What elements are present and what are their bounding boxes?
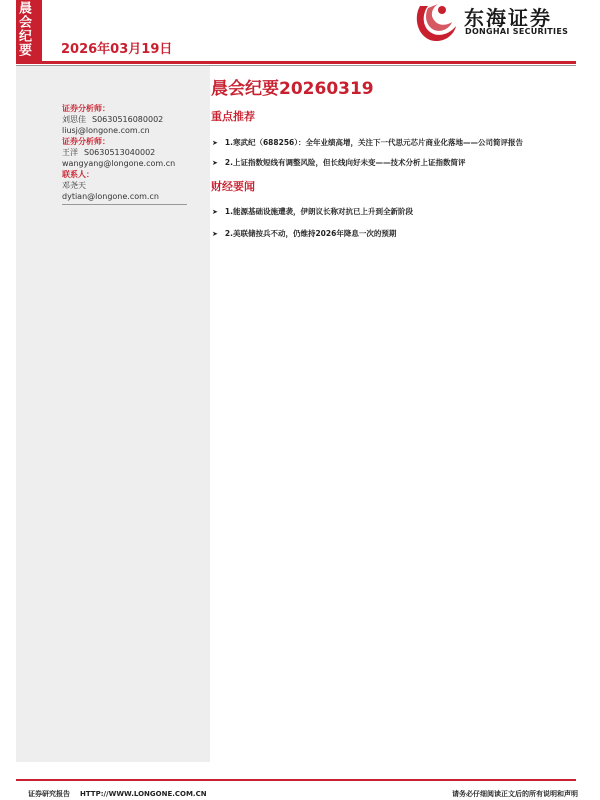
arrow-bullet-icon: ➤	[212, 158, 218, 167]
side-tab-label: 晨会纪要	[16, 0, 42, 64]
report-date: 2026年03月19日	[61, 42, 173, 57]
footer-divider	[16, 779, 576, 781]
analyst-role: 证券分析师：	[62, 104, 110, 113]
analyst-name-code	[62, 114, 202, 125]
contact-role: 联系人：	[62, 170, 94, 179]
logo-chinese-name: 东海证券	[464, 6, 552, 30]
contact-entry	[62, 169, 202, 202]
analyst-divider	[62, 204, 187, 205]
analyst-email[interactable]: wangyang@longone.com.cn	[62, 159, 176, 168]
company-logo	[412, 0, 588, 44]
footer-disclaimer: 请务必仔细阅读正文后的所有说明和声明	[452, 790, 578, 798]
wave-logo-icon	[412, 0, 458, 44]
analyst-entry	[62, 103, 202, 136]
analyst-name: 王洋	[62, 148, 78, 157]
analyst-email[interactable]: liusj@longone.com.cn	[62, 126, 150, 135]
header-divider	[16, 61, 576, 64]
list-item-text: 2.美联储按兵不动，仍维持2026年降息一次的预期	[224, 229, 397, 238]
section-title-financial-news: 财经要闻	[211, 180, 255, 193]
logo-english-name: DONGHAI SECURITIES	[465, 27, 569, 36]
analyst-name: 刘思佳	[62, 115, 86, 124]
page-title: 晨会纪要20260319	[211, 79, 374, 99]
list-item[interactable]	[212, 228, 584, 239]
analyst-code: S0630516080002	[92, 115, 164, 124]
list-item[interactable]	[212, 157, 584, 168]
contact-email[interactable]: dytian@longone.com.cn	[62, 192, 159, 201]
footer-left	[28, 789, 207, 799]
arrow-bullet-icon: ➤	[212, 138, 218, 147]
analyst-list	[62, 103, 202, 205]
list-item-text: 1.能源基础设施遭袭，伊朗议长称对抗已上升到全新阶段	[224, 207, 413, 216]
footer-url-link[interactable]: HTTP://WWW.LONGONE.COM.CN	[80, 790, 207, 798]
analyst-entry	[62, 136, 202, 169]
list-item[interactable]	[212, 206, 584, 217]
analyst-role: 证券分析师：	[62, 137, 110, 146]
contact-name: 邓尧天	[62, 181, 86, 190]
analyst-code: S0630513040002	[84, 148, 156, 157]
list-item[interactable]	[212, 137, 584, 148]
analyst-name-code	[62, 147, 202, 158]
list-item-text: 1.寒武纪（688256）：全年业绩高增，关注下一代思元芯片商业化落地——公司简评报告	[224, 138, 524, 147]
list-item-text: 2.上证指数短线有调整风险，但长线向好未变——技术分析上证指数简评	[224, 158, 466, 167]
arrow-bullet-icon: ➤	[212, 207, 218, 216]
arrow-bullet-icon: ➤	[212, 229, 218, 238]
footer-label: 证券研究报告	[28, 790, 70, 798]
section-title-key-recommendations: 重点推荐	[211, 110, 255, 123]
